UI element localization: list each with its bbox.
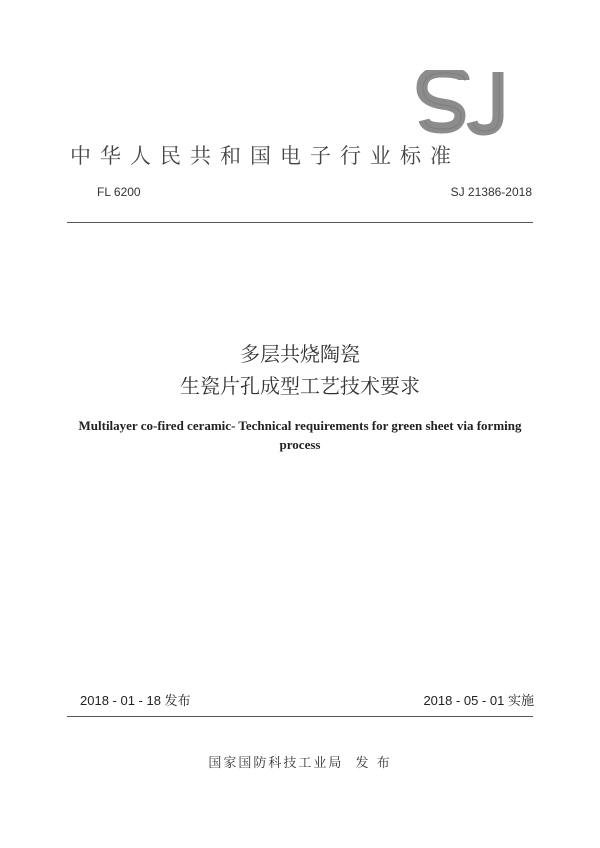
title-zh-line2: 生瓷片孔成型工艺技术要求 bbox=[180, 374, 420, 398]
classification-code: FL 6200 bbox=[97, 185, 141, 199]
footer-divider bbox=[67, 716, 533, 717]
title-en-line2: process bbox=[279, 437, 321, 452]
issue-date: 2018 - 01 - 18 发布 bbox=[80, 693, 191, 708]
standard-number: SJ 21386-2018 bbox=[450, 185, 532, 199]
issuer-action: 发 布 bbox=[355, 756, 392, 771]
issuer bbox=[0, 752, 600, 771]
org-title: 中华人民共和国电子行业标准 bbox=[70, 144, 460, 168]
title-zh-line1: 多层共烧陶瓷 bbox=[240, 342, 360, 366]
issuer-name: 国家国防科技工业局 bbox=[208, 756, 344, 771]
implement-date: 2018 - 05 - 01 实施 bbox=[423, 693, 534, 708]
title-en-line1: Multilayer co-fired ceramic- Technical requirements for green sheet via forming bbox=[78, 418, 522, 433]
sj-logo bbox=[416, 70, 516, 138]
header-divider bbox=[67, 222, 533, 223]
title-en bbox=[60, 416, 540, 454]
logo-letter-j bbox=[472, 72, 498, 130]
